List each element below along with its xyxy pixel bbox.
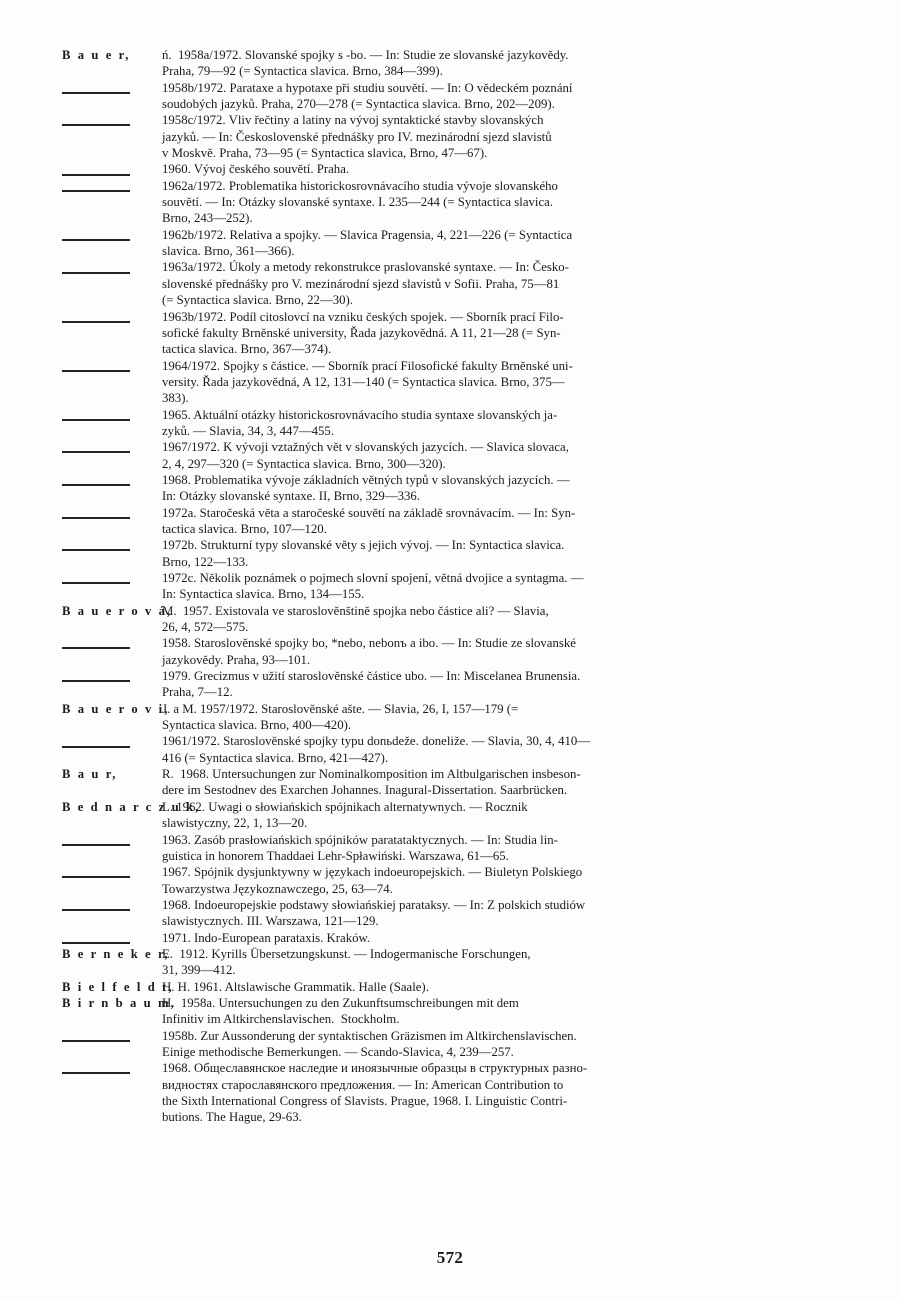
repeat-author-rule [62, 472, 162, 488]
entry-text [162, 1028, 852, 1061]
em-dash-rule-icon [62, 909, 130, 911]
entry-line: ń. 1958a/1972. Slovanské spojky s -bo. — In: Studie ze slovanské jazykovědy. [162, 48, 569, 62]
entry-line: Syntactica slavica. Brno, 400—420). [162, 718, 352, 733]
em-dash-rule-icon [62, 647, 130, 649]
entry-line: 416 (= Syntactica slavica. Brno, 421—427). [162, 750, 389, 765]
entry-text [162, 766, 852, 799]
author-name: B a u r, [62, 767, 118, 782]
entry-line: souvětí. — In: Otázky slovanské syntaxe. I. 235—244 (= Syntactica slavica. [162, 195, 554, 210]
em-dash-rule-icon [62, 517, 130, 519]
entry-line: slawistyczny, 22, 1, 13—20. [162, 816, 308, 831]
entry-line: 1962b/1972. Relativa a spojky. — Slavica Pragensia, 4, 221—226 (= Syntactica [162, 227, 573, 242]
em-dash-rule-icon [62, 942, 130, 944]
entry-line: L. 1962. Uwagi o słowiańskich spójnikach alternatywnych. — Rocznik [162, 799, 528, 814]
em-dash-rule-icon [62, 190, 130, 192]
repeat-author-rule [62, 80, 162, 96]
entry-line: In: Syntactica slavica. Brno, 134—155. [162, 587, 365, 602]
entry-line: Brno, 243—252). [162, 211, 253, 226]
entry-text [162, 505, 852, 538]
repeat-author-rule [62, 635, 162, 651]
bibliography-entry [62, 701, 852, 734]
repeat-author-rule [62, 439, 162, 455]
bibliography-entry [62, 407, 852, 440]
bibliography-entry [62, 227, 852, 260]
em-dash-rule-icon [62, 124, 130, 126]
entry-line: dere im Sestodnev des Exarchen Johannes. Inagural-Dissertation. Saarbrücken. [162, 783, 568, 798]
bibliography-entry [62, 733, 852, 766]
entry-line: versity. Řada jazykovědná, A 12, 131—140 (= Syntactica slavica. Brno, 375— [162, 374, 565, 389]
repeat-author-rule [62, 832, 162, 848]
entry-line: guistica in honorem Thaddaei Lehr-Spławiński. Warszawa, 61—65. [162, 848, 509, 863]
entry-text [162, 407, 852, 440]
entry-line: 1963b/1972. Podíl citoslovcí na vzniku českých spojek. — Sborník prací Filo- [162, 309, 564, 324]
bibliography-entry [62, 635, 852, 668]
entry-text [162, 979, 852, 995]
repeat-author-rule [62, 309, 162, 325]
em-dash-rule-icon [62, 746, 130, 748]
em-dash-rule-icon [62, 272, 130, 274]
repeat-author-rule [62, 227, 162, 243]
em-dash-rule-icon [62, 370, 130, 372]
entry-line: 1964/1972. Spojky s částice. — Sborník prací Filosofické fakulty Brněnské uni- [162, 358, 573, 373]
entry-line: Praha, 79—92 (= Syntactica slavica. Brno, 384—399). [162, 64, 443, 79]
em-dash-rule-icon [62, 1040, 130, 1042]
bibliography-entry [62, 1060, 852, 1125]
entry-text [162, 733, 852, 766]
bibliography-entry [62, 832, 852, 865]
entry-line: Infinitiv im Altkirchenslavischen. Stockholm. [162, 1012, 400, 1027]
entry-text [162, 897, 852, 930]
entry-text [162, 946, 852, 979]
entry-line: 31, 399—412. [162, 963, 236, 978]
entry-line: Brno, 122—133. [162, 554, 249, 569]
entry-line: J. a M. 1957/1972. Staroslověnské ašte. — Slavia, 26, I, 157—179 (= [162, 701, 519, 716]
repeat-author-rule [62, 1028, 162, 1044]
entry-line: Einige methodische Bemerkungen. — Scando-Slavica, 4, 239—257. [162, 1044, 514, 1059]
entry-line: 1971. Indo-European parataxis. Kraków. [162, 930, 371, 945]
repeat-author-rule [62, 112, 162, 128]
entry-text [162, 832, 852, 865]
repeat-author-rule [62, 930, 162, 946]
entry-line: 1962a/1972. Problematika historickosrovnávacího studia vývoje slovanského [162, 178, 558, 193]
repeat-author-rule [62, 537, 162, 553]
entry-text [162, 570, 852, 603]
bibliography-list [62, 47, 852, 1126]
entry-line: jazykovědy. Praha, 93—101. [162, 652, 311, 667]
bibliography-entry [62, 80, 852, 113]
bibliography-entry [62, 946, 852, 979]
bibliography-entry [62, 603, 852, 636]
em-dash-rule-icon [62, 239, 130, 241]
bibliography-entry [62, 439, 852, 472]
entry-line: Praha, 7—12. [162, 685, 233, 700]
entry-text [162, 1060, 852, 1125]
entry-line: H. H. 1961. Altslawische Grammatik. Halle (Saale). [162, 979, 429, 994]
entry-text [162, 259, 852, 308]
em-dash-rule-icon [62, 680, 130, 682]
em-dash-rule-icon [62, 451, 130, 453]
bibliography-entry [62, 864, 852, 897]
entry-text [162, 930, 852, 946]
author-name: B e d n a r c z u k, [62, 799, 201, 814]
entry-line: soudobých jazyků. Praha, 270—278 (= Syntactica slavica. Brno, 202—209). [162, 97, 555, 112]
entry-line: 1968. Problematika vývoje základních větných typů v slovanských jazycích. — [162, 472, 570, 487]
entry-text [162, 537, 852, 570]
entry-line: 1961/1972. Staroslověnské spojky typu donьdeže. doneliže. — Slavia, 30, 4, 410— [162, 734, 591, 749]
entry-line: 1967. Spójnik dysjunktywny w językach indoeuropejskich. — Biuletyn Polskiego [162, 865, 583, 880]
entry-line: 1958b/1972. Parataxe a hypotaxe při studiu souvětí. — In: O vědeckém poznání [162, 80, 573, 95]
em-dash-rule-icon [62, 876, 130, 878]
entry-text [162, 635, 852, 668]
entry-line: M. 1957. Existovala ve staroslověnštině spojka nebo částice ali? — Slavia, [162, 603, 549, 618]
em-dash-rule-icon [62, 844, 130, 846]
repeat-author-rule [62, 358, 162, 374]
entry-text [162, 178, 852, 227]
repeat-author-rule [62, 864, 162, 880]
bibliography-entry [62, 766, 852, 799]
entry-text [162, 309, 852, 358]
entry-line: slawistycznych. III. Warszawa, 121—129. [162, 914, 379, 929]
entry-line: 1960. Vývoj českého souvětí. Praha. [162, 162, 350, 177]
entry-text [162, 799, 852, 832]
entry-line: 2, 4, 297—320 (= Syntactica slavica. Brno, 300—320). [162, 456, 446, 471]
em-dash-rule-icon [62, 419, 130, 421]
entry-line: видностях старославянского предложения. — In: American Contribution to [162, 1077, 564, 1092]
repeat-author-rule [62, 1060, 162, 1076]
bibliography-entry [62, 1028, 852, 1061]
bibliography-entry [62, 358, 852, 407]
repeat-author-rule [62, 407, 162, 423]
entry-line: 1958. Staroslověnské spojky bo, *nebo, nebonъ a ibo. — In: Studie ze slovanské [162, 636, 576, 651]
bibliography-entry [62, 537, 852, 570]
bibliography-entry [62, 897, 852, 930]
em-dash-rule-icon [62, 321, 130, 323]
entry-line: 1968. Общеславянское наследие и иноязычные образцы в структурных разно- [162, 1061, 588, 1076]
entry-line: v Moskvě. Praha, 73—95 (= Syntactica slavica, Brno, 47—67). [162, 146, 488, 161]
bibliography-entry [62, 930, 852, 946]
repeat-author-rule [62, 733, 162, 749]
entry-line: In: Otázky slovanské syntaxe. II, Brno, 329—336. [162, 489, 421, 504]
entry-line: 1965. Aktuální otázky historickosrovnávacího studia syntaxe slovanských ja- [162, 407, 558, 422]
entry-text [162, 864, 852, 897]
bibliography-entry [62, 472, 852, 505]
entry-line: slovenské přednášky pro V. mezinárodní sjezd slavistů v Sofii. Praha, 75—81 [162, 276, 560, 291]
entry-line: slavica. Brno, 361—366). [162, 244, 295, 259]
em-dash-rule-icon [62, 549, 130, 551]
entry-line: 1972c. Několik poznámek o pojmech slovní spojení, větná dvojice a syntagma. — [162, 571, 584, 585]
repeat-author-rule [62, 668, 162, 684]
entry-line: R. 1968. Untersuchungen zur Nominalkomposition im Altbulgarischen insbeson- [162, 767, 581, 782]
author-name: B i e l f e l d t, [62, 979, 174, 994]
author-name: B a u e r, [62, 48, 131, 62]
entry-line: zyků. — Slavia, 34, 3, 447—455. [162, 423, 335, 438]
em-dash-rule-icon [62, 92, 130, 94]
author-name: B a u e r o v i, [62, 701, 170, 716]
bibliography-entry [62, 995, 852, 1028]
entry-text [162, 603, 852, 636]
entry-text [162, 472, 852, 505]
bibliography-entry [62, 309, 852, 358]
entry-line: the Sixth International Congress of Slavists. Prague, 1968. I. Linguistic Contri- [162, 1094, 568, 1108]
repeat-author-rule [62, 897, 162, 913]
bibliography-entry [62, 570, 852, 603]
bibliography-entry [62, 47, 852, 80]
entry-line: 1979. Grecizmus v užití staroslověnské částice ubo. — In: Miscelanea Brunensia. [162, 669, 581, 684]
page-number: 572 [436, 1248, 464, 1267]
entry-line: tactica slavica. Brno, 107—120. [162, 521, 327, 536]
entry-text [162, 439, 852, 472]
author-name: B i r n b a u m, [62, 995, 176, 1010]
entry-line: 1972a. Staročeská věta a staročeské souvětí na základě srovnávacím. — In: Syn- [162, 505, 576, 520]
em-dash-rule-icon [62, 484, 130, 486]
repeat-author-rule [62, 570, 162, 586]
entry-line: 1968. Indoeuropejskie podstawy słowiańskiej parataksy. — In: Z polskich studiów [162, 897, 586, 912]
entry-line: 1963a/1972. Úkoly a metody rekonstrukce praslovanské syntaxe. — In: Česko- [162, 260, 569, 275]
entry-line: 1967/1972. K vývoji vztažných vět v slovanských jazycích. — Slavica slovaca, [162, 440, 569, 455]
entry-text [162, 668, 852, 701]
entry-text [162, 80, 852, 113]
author-name: B a u e r o v á, [62, 603, 173, 618]
entry-text [162, 358, 852, 407]
em-dash-rule-icon [62, 174, 130, 176]
entry-line: 1958b. Zur Aussonderung der syntaktischen Gräzismen im Altkirchenslavischen. [162, 1028, 577, 1043]
entry-text [162, 47, 852, 80]
entry-text [162, 227, 852, 260]
repeat-author-rule [62, 259, 162, 275]
entry-line: jazyků. — In: Československé přednášky pro IV. mezinárodní sjezd slavistů [162, 129, 552, 144]
entry-line: (= Syntactica slavica. Brno, 22—30). [162, 293, 353, 308]
bibliography-entry [62, 799, 852, 832]
bibliography-entry [62, 979, 852, 995]
entry-text [162, 701, 852, 734]
entry-line: H. 1958a. Untersuchungen zu den Zukunftsumschreibungen mit dem [162, 995, 519, 1010]
entry-line: 1963. Zasób prasłowiańskich spójników paratataktycznych. — In: Studia lin- [162, 832, 558, 847]
entry-line: tactica slavica. Brno, 367—374). [162, 342, 332, 357]
entry-text [162, 995, 852, 1028]
bibliography-entry [62, 505, 852, 538]
entry-text [162, 112, 852, 161]
entry-line: E. 1912. Kyrills Übersetzungskunst. — Indogermanische Forschungen, [162, 946, 531, 961]
repeat-author-rule [62, 178, 162, 194]
entry-line: 383). [162, 391, 189, 406]
bibliography-entry [62, 161, 852, 177]
entry-line: 26, 4, 572—575. [162, 620, 249, 635]
em-dash-rule-icon [62, 1072, 130, 1074]
bibliography-entry [62, 259, 852, 308]
entry-text [162, 161, 852, 177]
bibliography-entry [62, 178, 852, 227]
bibliography-entry [62, 668, 852, 701]
entry-line: 1958c/1972. Vliv řečtiny a latiny na vývoj syntaktické stavby slovanských [162, 113, 544, 128]
bibliography-entry [62, 112, 852, 161]
entry-line: butions. The Hague, 29-63. [162, 1110, 302, 1125]
entry-line: sofické fakulty Brněnské university, Řada jazykovědná. A 11, 21—28 (= Syn- [162, 325, 561, 340]
author-name: B e r n e k e r, [62, 946, 170, 961]
entry-line: Towarzystwa Językoznawczego, 25, 63—74. [162, 881, 393, 896]
repeat-author-rule [62, 505, 162, 521]
em-dash-rule-icon [62, 582, 130, 584]
repeat-author-rule [62, 161, 162, 177]
entry-line: 1972b. Strukturní typy slovanské věty s jejich vývoj. — In: Syntactica slavica. [162, 538, 565, 553]
